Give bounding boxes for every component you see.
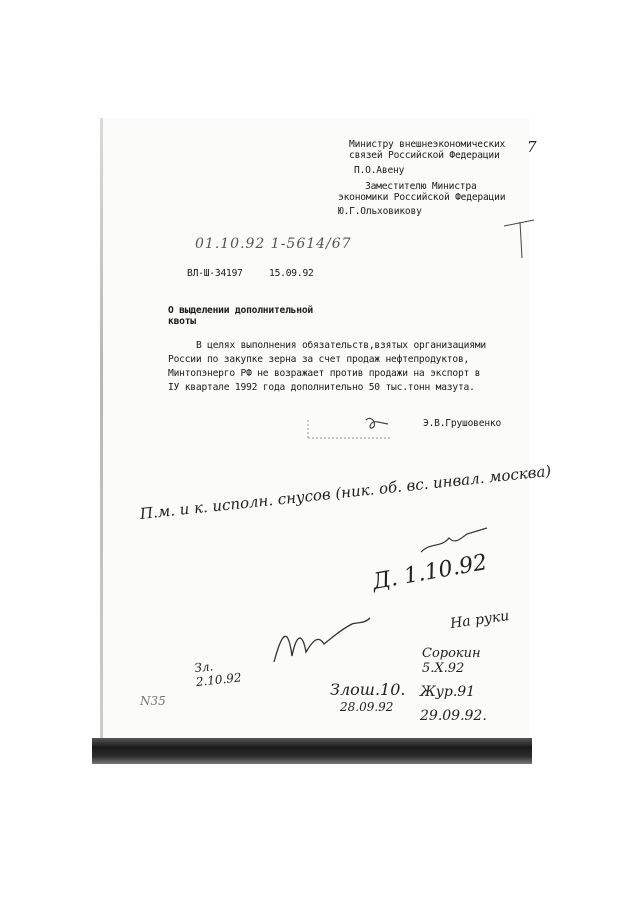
handwritten-zlosh-date: 28.09.92 — [340, 700, 394, 714]
signatory-name: Э.В.Грушовенко — [423, 418, 502, 429]
handwritten-zlosh: Злош.10. — [330, 680, 406, 699]
signature-scribble — [304, 408, 404, 444]
recipient-line-5: экономики Российской Федерации — [338, 192, 506, 203]
handwritten-signature-mid: Д. 1.10.92 — [370, 550, 490, 595]
scan-bottom-edge — [92, 738, 532, 764]
recipient-line-1: Министру внешнеэкономических — [349, 139, 506, 150]
corner-pen-mark — [500, 212, 540, 262]
subject-line-2: квоты — [168, 316, 196, 327]
body-line-3: Минтопэнерго РФ не возражает против продажи на экспорт в — [168, 368, 481, 379]
body-line-1: В целях выполнения обязательств,взятых организациями — [196, 340, 486, 351]
body-line-4: IУ квартале 1992 года дополнительно 50 тыс.тонн мазута. — [168, 382, 475, 393]
recipient-line-4: Заместителю Министра — [365, 181, 477, 192]
handwritten-registration: 01.10.92 1-5614/67 — [195, 236, 352, 252]
handwritten-bottom-right: Жур.91 29.09.92. — [420, 684, 487, 724]
recipient-line-6: Ю.Г.Ольховикову — [338, 206, 422, 217]
recipient-line-2: связей Российской Федерации — [349, 150, 500, 161]
page-number-mark: 7 — [527, 138, 537, 156]
document-number: ВЛ-Ш-34197 — [187, 268, 243, 279]
document-date: 15.09.92 — [269, 268, 314, 279]
scan-edge-shadow — [100, 118, 103, 758]
handwritten-signature-large — [270, 612, 380, 672]
subject-line-1: О выделении дополнительной — [168, 305, 313, 316]
recipient-line-3: П.О.Авену — [354, 165, 405, 176]
body-line-2: России по закупке зерна за счет продаж нефтепродуктов, — [168, 354, 470, 365]
handwritten-na-ruki: На руки — [449, 607, 511, 633]
handwritten-left-mark: Зл. 2.10.92 — [193, 659, 243, 690]
handwritten-resolution: П.м. и к. исполн. снусов (ник. об. вс. инвал. москва) — [139, 461, 552, 523]
handwritten-left-number: N35 — [140, 694, 166, 708]
handwritten-initial-right: Сорокин 5.X.92 — [422, 646, 481, 676]
